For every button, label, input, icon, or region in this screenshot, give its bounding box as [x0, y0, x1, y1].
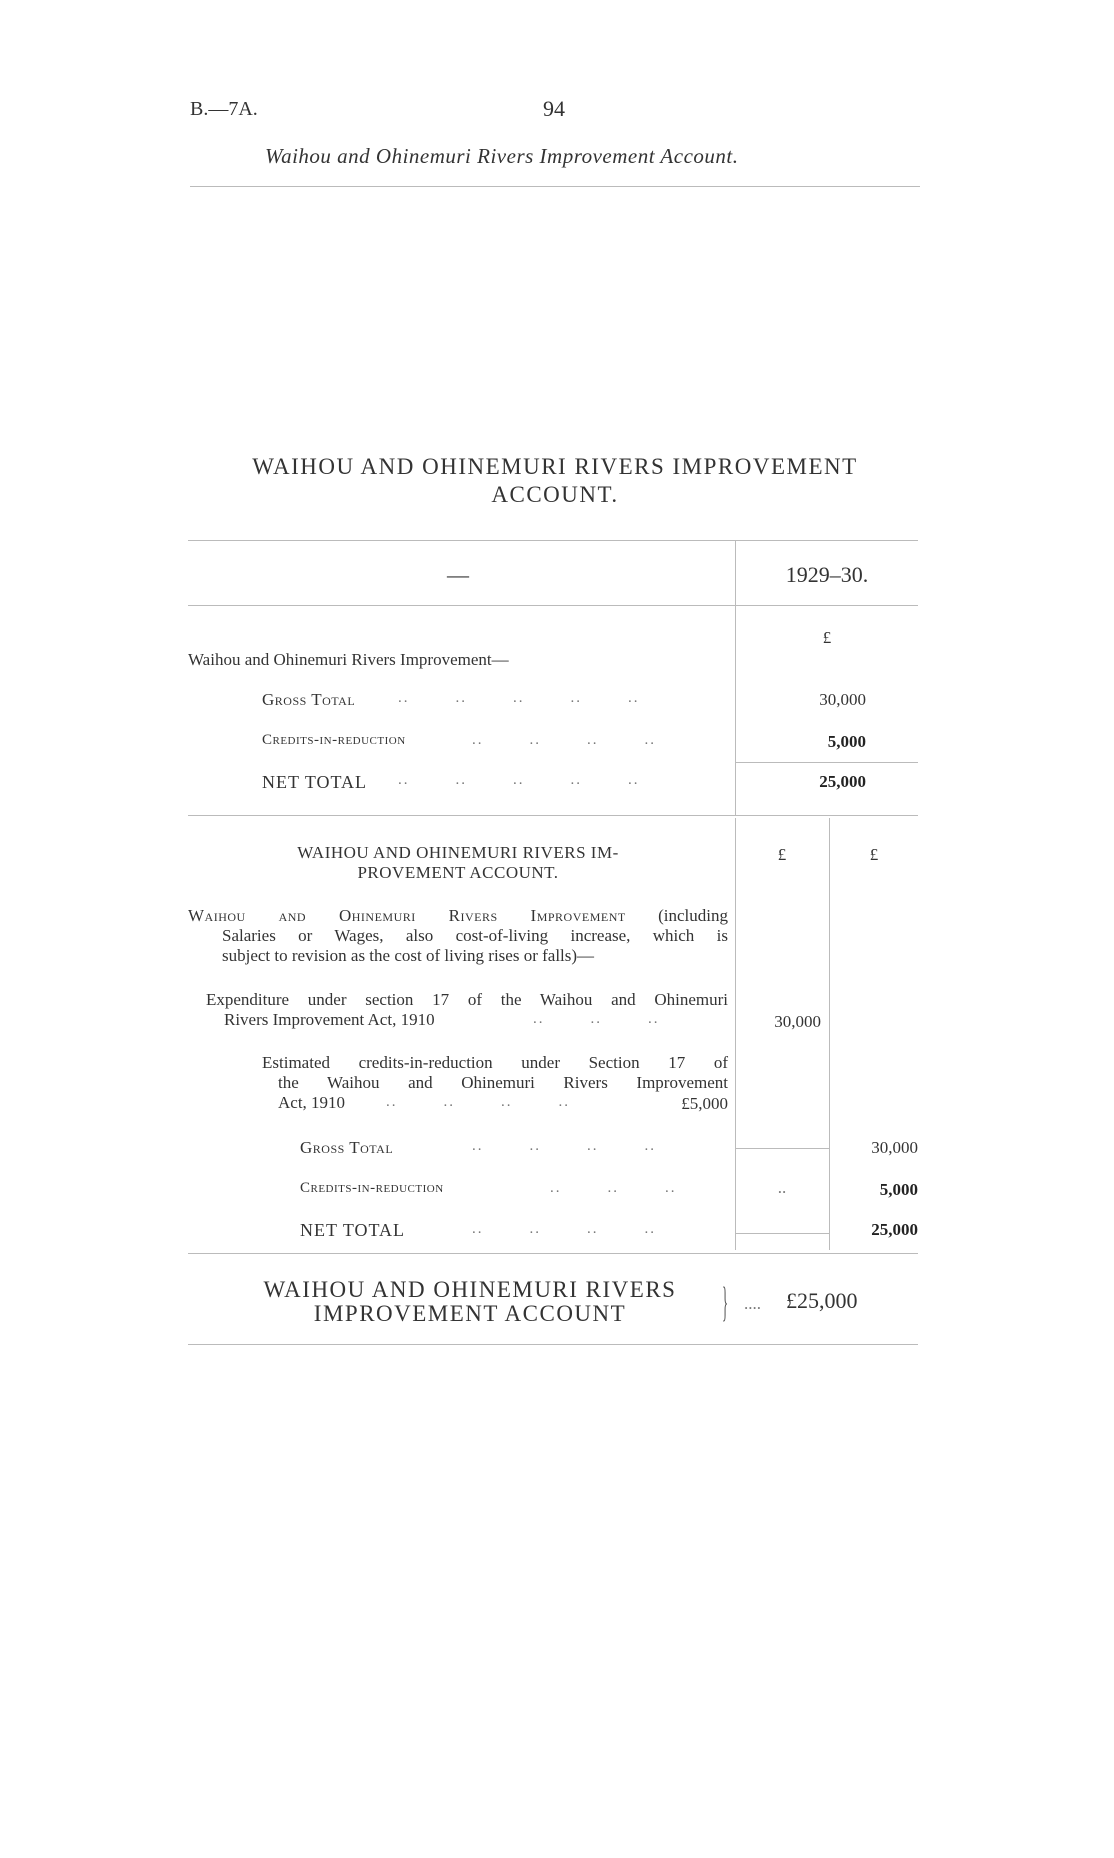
summary-credits-label: Credits-in-reduction	[262, 732, 406, 748]
account-title	[150, 453, 960, 509]
detail-gross-total-label: Gross Total	[300, 1138, 394, 1157]
footer-total-dots: ....	[744, 1294, 761, 1313]
detail-section-title-line1: WAIHOU AND OHINEMURI RIVERS IM-	[297, 843, 619, 862]
credits-estimate-line1: Estimated credits-in-reduction under Section 17 of	[262, 1053, 728, 1072]
detail-gross-rule	[735, 1148, 829, 1149]
summary-currency: £	[822, 628, 832, 647]
summary-header-rule	[188, 605, 918, 606]
summary-net-rule	[735, 762, 918, 763]
vote-heading-rest: (including	[658, 906, 728, 925]
detail-net-total-value: 25,000	[871, 1220, 918, 1239]
page-number: 94	[543, 96, 565, 121]
footer-total-label	[220, 1278, 720, 1326]
vote-line2: Salaries or Wages, also cost-of-living increase, which is	[222, 926, 728, 945]
running-title: Waihou and Ohinemuri Rivers Improvement Account.	[265, 144, 739, 168]
footer-bottom-rule	[188, 1344, 918, 1345]
vote-description	[188, 906, 728, 966]
credits-estimate-line3: Act, 1910	[278, 1093, 346, 1112]
detail-bottom-rule	[188, 1253, 918, 1254]
expenditure-line1: Expenditure under section 17 of the Waihou and Ohinemuri	[206, 990, 728, 1009]
detail-currency-col2: £	[869, 845, 879, 864]
detail-gross-total-leader: .. .. .. ..	[472, 1138, 656, 1154]
header-rule	[190, 186, 920, 187]
detail-credits-col1: ..	[777, 1178, 787, 1197]
summary-credits-leader: .. .. .. ..	[472, 732, 656, 748]
detail-net-total-label: NET TOTAL	[300, 1220, 406, 1240]
summary-col-header-year: 1929–30.	[785, 562, 869, 587]
summary-net-total-label: NET TOTAL	[262, 772, 368, 792]
account-title-line1: WAIHOU AND OHINEMURI RIVERS IMPROVEMENT	[252, 454, 858, 479]
vote-heading: Waihou and Ohinemuri Rivers Improvement	[188, 906, 626, 925]
expenditure-value: 30,000	[774, 1012, 821, 1031]
page-reference: B.—7A.	[190, 98, 258, 120]
detail-gross-total-value: 30,000	[871, 1138, 918, 1157]
summary-credits-value: 5,000	[827, 732, 866, 751]
account-title-line2: ACCOUNT.	[491, 482, 619, 507]
detail-net-total-leader: .. .. .. ..	[472, 1221, 656, 1237]
summary-col-header-dash: —	[447, 562, 469, 587]
expenditure-line2: Rivers Improvement Act, 1910	[224, 1010, 435, 1029]
detail-credits-leader: .. .. ..	[550, 1180, 677, 1196]
vote-line3: subject to revision as the cost of living rises or falls)—	[222, 946, 595, 965]
summary-gross-total-value: 30,000	[819, 690, 866, 709]
footer-total-line2: IMPROVEMENT ACCOUNT	[313, 1301, 627, 1326]
detail-currency-col1: £	[777, 845, 787, 864]
credits-estimate-line2: the Waihou and Ohinemuri Rivers Improvement	[278, 1073, 728, 1092]
summary-net-total-leader: .. .. .. .. ..	[398, 772, 640, 788]
summary-top-rule	[188, 540, 918, 541]
detail-credits-value: 5,000	[879, 1180, 918, 1199]
footer-total-line1: WAIHOU AND OHINEMURI RIVERS	[263, 1277, 677, 1302]
credits-estimate-amount: £5,000	[681, 1094, 728, 1113]
summary-net-total-value: 25,000	[819, 772, 866, 791]
summary-gross-total-leader: .. .. .. .. ..	[398, 690, 640, 706]
summary-bottom-rule	[188, 815, 918, 816]
footer-total-value: £25,000	[786, 1288, 858, 1313]
detail-section-title	[188, 843, 728, 883]
credits-estimate-leader: .. .. .. ..	[386, 1094, 570, 1110]
detail-section-title-line2: PROVEMENT ACCOUNT.	[357, 863, 559, 882]
summary-gross-total-label: Gross Total	[262, 690, 356, 709]
detail-credits-label: Credits-in-reduction	[300, 1180, 444, 1196]
expenditure-leader: .. .. ..	[533, 1011, 660, 1027]
summary-heading: Waihou and Ohinemuri Rivers Improvement—	[188, 650, 509, 669]
footer-brace-icon: }	[722, 1280, 729, 1326]
detail-net-rule	[735, 1233, 829, 1234]
